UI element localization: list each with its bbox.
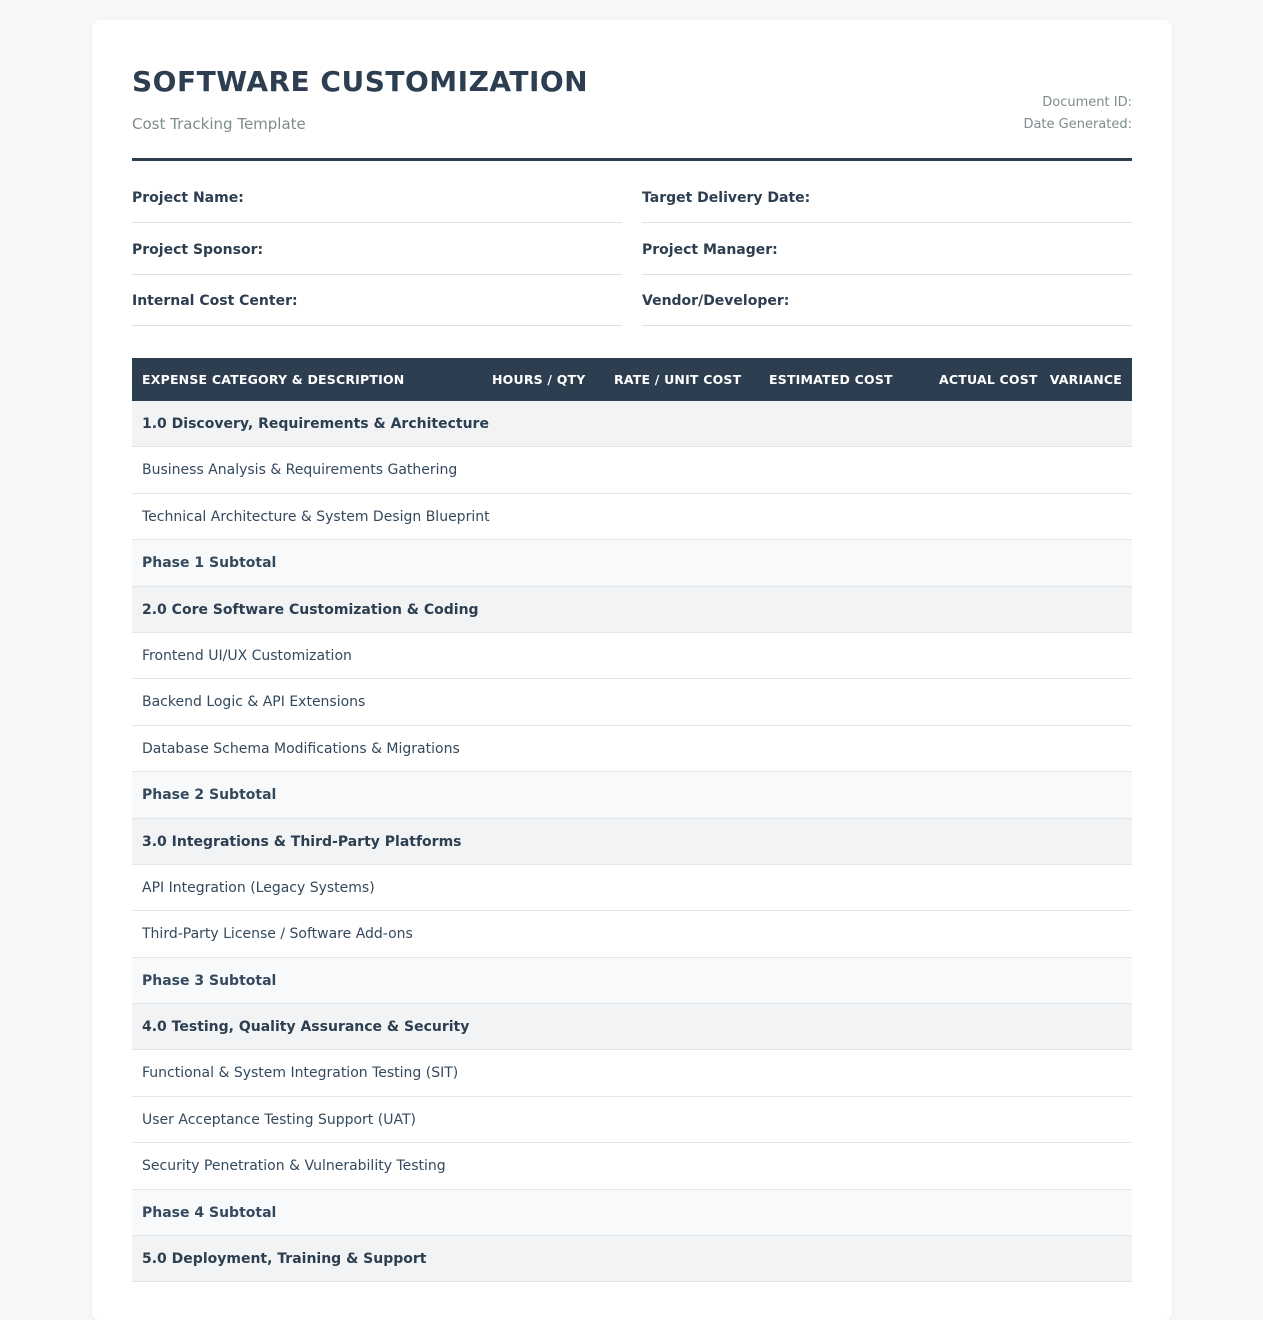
internal-cost-center-field[interactable] (132, 281, 622, 326)
field-label: Project Manager: (642, 241, 778, 258)
project-manager-field[interactable] (642, 230, 1132, 275)
date-generated-label: Date Generated: (1023, 117, 1132, 132)
row-label: User Acceptance Testing Support (UAT) (142, 1111, 416, 1128)
row-label: Business Analysis & Requirements Gathering (142, 462, 458, 479)
row-label: Phase 2 Subtotal (142, 787, 277, 804)
table-row[interactable] (132, 1143, 1132, 1189)
row-label: Phase 1 Subtotal (142, 555, 277, 572)
table-row[interactable] (132, 1097, 1132, 1143)
column-header-estimated-cost: ESTIMATED COST (769, 372, 893, 387)
row-label: 3.0 Integrations & Third-Party Platforms (142, 833, 462, 850)
table-row[interactable] (132, 494, 1132, 540)
row-label: 5.0 Deployment, Training & Support (142, 1251, 427, 1268)
document-body (132, 20, 1132, 1268)
table-row[interactable] (132, 865, 1132, 911)
row-label: Backend Logic & API Extensions (142, 694, 366, 711)
table-row[interactable] (132, 911, 1132, 957)
row-label: Functional & System Integration Testing (SIT) (142, 1065, 459, 1082)
row-label: Database Schema Modifications & Migrations (142, 740, 460, 757)
project-sponsor-field[interactable] (132, 230, 622, 275)
field-label: Vendor/Developer: (642, 293, 790, 309)
document-title: SOFTWARE CUSTOMIZATION (132, 65, 589, 98)
row-label: Technical Architecture & System Design Blueprint (142, 508, 490, 525)
subtotal-row (132, 958, 1132, 1004)
column-header-expense-category: EXPENSE CATEGORY & DESCRIPTION (142, 372, 405, 387)
table-row[interactable] (132, 1050, 1132, 1096)
row-label: Frontend UI/UX Customization (142, 647, 352, 664)
target-delivery-date-field[interactable] (642, 178, 1132, 223)
section-row (132, 1236, 1132, 1282)
row-label: Phase 3 Subtotal (142, 972, 277, 989)
subtotal-row (132, 540, 1132, 586)
table-row[interactable] (132, 447, 1132, 493)
subtotal-row (132, 772, 1132, 818)
cost-table (132, 358, 1132, 1282)
row-label: API Integration (Legacy Systems) (142, 879, 375, 896)
field-label: Target Delivery Date: (642, 190, 811, 206)
table-row[interactable] (132, 633, 1132, 679)
row-label: Security Penetration & Vulnerability Testing (142, 1158, 446, 1175)
row-label: 1.0 Discovery, Requirements & Architecture (142, 416, 489, 432)
field-label: Project Sponsor: (132, 241, 264, 258)
section-row (132, 401, 1132, 447)
section-row (132, 1004, 1132, 1050)
row-label: Phase 4 Subtotal (142, 1204, 277, 1221)
document-header (132, 20, 1132, 161)
row-label: 2.0 Core Software Customization & Coding (142, 601, 479, 618)
column-header-variance: VARIANCE (1049, 372, 1122, 387)
column-header-hours-qty: HOURS / QTY (492, 372, 586, 387)
row-label: Third-Party License / Software Add-ons (142, 926, 413, 943)
document-card (92, 20, 1172, 1320)
column-header-actual-cost: ACTUAL COST (939, 372, 1038, 387)
table-row[interactable] (132, 726, 1132, 772)
document-subtitle: Cost Tracking Template (132, 115, 306, 133)
subtotal-row (132, 1190, 1132, 1236)
table-header (132, 358, 1132, 401)
section-row (132, 587, 1132, 633)
column-header-rate-unit-cost: RATE / UNIT COST (614, 372, 742, 387)
table-row[interactable] (132, 679, 1132, 725)
field-label: Internal Cost Center: (132, 293, 298, 309)
document-id-label: Document ID: (1042, 95, 1132, 110)
row-label: 4.0 Testing, Quality Assurance & Security (142, 1019, 470, 1036)
field-label: Project Name: (132, 190, 244, 206)
document-meta (1023, 92, 1132, 136)
project-name-field[interactable] (132, 178, 622, 223)
section-row (132, 819, 1132, 865)
vendor-developer-field[interactable] (642, 281, 1132, 326)
